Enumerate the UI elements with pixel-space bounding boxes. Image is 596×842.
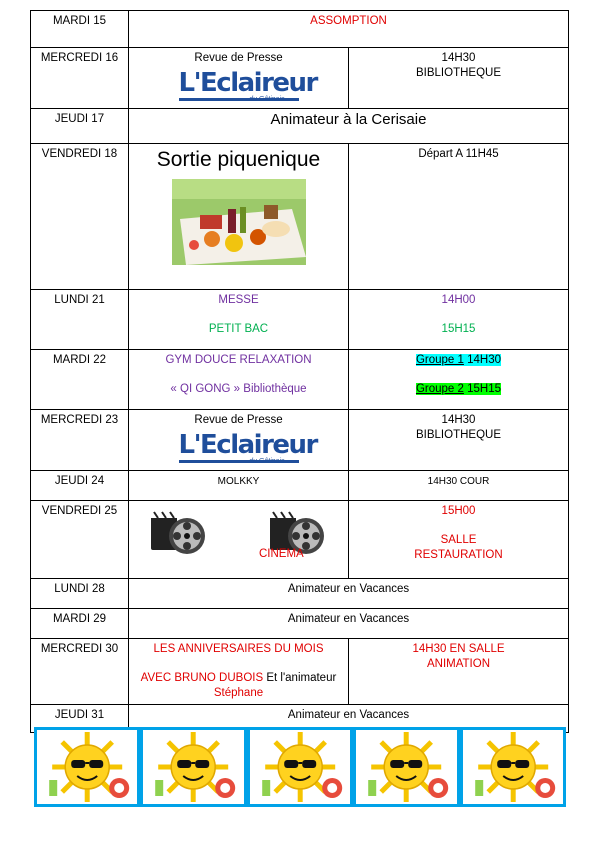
newspaper-logo-subtitle: du Gâtinais: [249, 96, 285, 103]
time-value: 15H00: [441, 505, 476, 517]
schedule-row: [31, 48, 569, 109]
activity-cell: MOLKKY: [129, 471, 349, 501]
group-label: Groupe 1: [415, 354, 464, 366]
activity-label: Sortie piquenique: [156, 148, 321, 171]
film-reel-icon: [149, 506, 209, 562]
time-cell: [349, 290, 569, 350]
newspaper-logo: [178, 430, 317, 467]
activity-cell: [129, 350, 349, 410]
picnic-photo: [172, 179, 306, 265]
sun-tile: [356, 730, 456, 804]
activity-cell: Animateur à la Cerisaie: [129, 109, 569, 144]
newspaper-logo: [178, 68, 317, 105]
schedule-row: [31, 410, 569, 471]
time-value: 14H30: [467, 354, 502, 366]
activity-cell: [129, 501, 349, 579]
time-value: 15H15: [441, 323, 476, 335]
sun-tile: [143, 730, 243, 804]
activity-cell: [129, 144, 349, 290]
day-cell: MERCREDI 16: [31, 48, 129, 109]
activity-cell: [129, 290, 349, 350]
group-1-slot: [353, 353, 564, 368]
day-cell: MERCREDI 30: [31, 639, 129, 705]
time-cell: [349, 48, 569, 109]
day-cell: VENDREDI 25: [31, 501, 129, 579]
animator-name: Stéphane: [213, 687, 264, 699]
location-value: BIBLIOTHEQUE: [416, 429, 501, 441]
time-value: 14H30 EN SALLE: [412, 643, 505, 655]
activity-cell: ASSOMPTION: [129, 11, 569, 48]
newspaper-logo-word: L'Eclaireur: [178, 68, 317, 98]
sun-tile: [37, 730, 137, 804]
day-cell: LUNDI 21: [31, 290, 129, 350]
day-cell: MARDI 15: [31, 11, 129, 48]
time-value: 15H15: [467, 383, 502, 395]
day-cell: JEUDI 31: [31, 705, 129, 733]
schedule-row: [31, 639, 569, 705]
newspaper-logo-subtitle: du Gâtinais: [249, 458, 285, 465]
activity-label: LES ANNIVERSAIRES DU MOIS: [153, 643, 324, 655]
location-value: RESTAURATION: [414, 549, 503, 561]
activity-label: GYM DOUCE RELAXATION: [165, 354, 312, 366]
time-value: 14H30: [441, 52, 476, 64]
time-cell: Départ A 11H45: [349, 144, 569, 290]
group-label: Groupe 2: [415, 383, 464, 395]
time-value: 14H30: [441, 414, 476, 426]
weekly-schedule-table: [30, 10, 569, 733]
day-cell: MERCREDI 23: [31, 410, 129, 471]
day-cell: VENDREDI 18: [31, 144, 129, 290]
time-cell: 14H30 COUR: [349, 471, 569, 501]
schedule-row: [31, 350, 569, 410]
activity-label: CINEMA: [259, 548, 304, 560]
sun-with-sunglasses-icon: [37, 730, 137, 804]
schedule-row: [31, 609, 569, 639]
location-value: BIBLIOTHEQUE: [416, 67, 501, 79]
activity-cell: Animateur en Vacances: [129, 579, 569, 609]
sun-banner: [34, 727, 566, 807]
group-2-slot: [353, 382, 564, 397]
schedule-row: [31, 109, 569, 144]
activity-label: Revue de Presse: [194, 52, 283, 64]
sun-with-sunglasses-icon: [250, 730, 350, 804]
connector-text: Et l'animateur: [263, 672, 337, 684]
activity-cell: [129, 48, 349, 109]
schedule-row: [31, 144, 569, 290]
guest-name: AVEC BRUNO DUBOIS: [140, 672, 264, 684]
time-cell: [349, 350, 569, 410]
activity-label: Revue de Presse: [194, 414, 283, 426]
sun-with-sunglasses-icon: [143, 730, 243, 804]
schedule-row: [31, 579, 569, 609]
activity-cell: [129, 639, 349, 705]
activity-label-line-2: [133, 671, 344, 701]
time-cell: [349, 410, 569, 471]
activity-cell: Animateur en Vacances: [129, 609, 569, 639]
day-cell: MARDI 22: [31, 350, 129, 410]
time-cell: [349, 501, 569, 579]
schedule-row: [31, 11, 569, 48]
day-cell: JEUDI 17: [31, 109, 129, 144]
sun-with-sunglasses-icon: [356, 730, 456, 804]
time-value: 14H00: [441, 294, 476, 306]
newspaper-logo-word: L'Eclaireur: [178, 430, 317, 460]
location-value: SALLE: [440, 534, 477, 546]
activity-label: PETIT BAC: [208, 323, 269, 335]
day-cell: LUNDI 28: [31, 579, 129, 609]
activity-cell: [129, 410, 349, 471]
sun-tile: [463, 730, 563, 804]
schedule-row: [31, 290, 569, 350]
sun-with-sunglasses-icon: [463, 730, 563, 804]
activity-label: MESSE: [218, 294, 259, 306]
schedule-row: [31, 501, 569, 579]
sun-tile: [250, 730, 350, 804]
day-cell: MARDI 29: [31, 609, 129, 639]
location-value: ANIMATION: [426, 658, 491, 670]
schedule-row: [31, 471, 569, 501]
time-cell: [349, 639, 569, 705]
day-cell: JEUDI 24: [31, 471, 129, 501]
activity-cell: Animateur en Vacances: [129, 705, 569, 733]
activity-label: « QI GONG » Bibliothèque: [170, 383, 307, 395]
